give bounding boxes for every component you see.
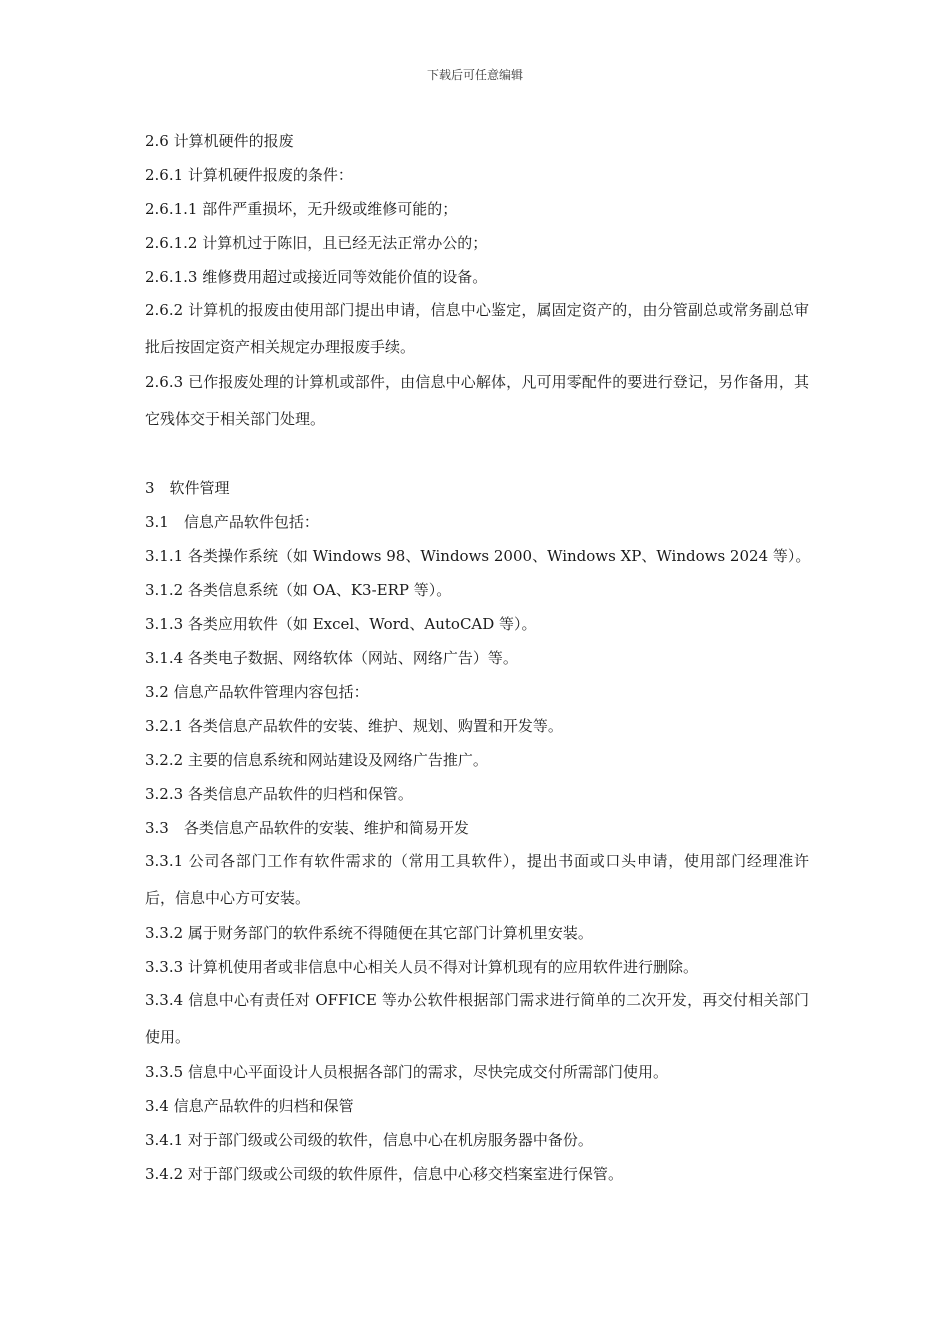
document-body — [145, 124, 809, 1191]
page-header: 下载后可任意编辑 — [426, 68, 523, 82]
paragraph: 2.6.1.2 计算机过于陈旧，且已经无法正常办公的； — [145, 234, 488, 252]
section-heading: 3 软件管理 — [145, 479, 230, 497]
paragraph: 3.4 信息产品软件的归档和保管 — [145, 1097, 354, 1115]
paragraph: 2.6.3 已作报废处理的计算机或部件，由信息中心解体，凡可用零配件的要进行登记，另作备用，其它残体交于相关部门处理。 — [145, 373, 809, 428]
paragraph: 3.1.3 各类应用软件（如 Excel、Word、AutoCAD 等）。 — [145, 615, 537, 633]
paragraph: 2.6.1.1 部件严重损坏，无升级或维修可能的； — [145, 200, 458, 218]
paragraph: 3.3.3 计算机使用者或非信息中心相关人员不得对计算机现有的应用软件进行删除。 — [145, 958, 698, 976]
paragraph: 2.6.1 计算机硬件报废的条件： — [145, 166, 353, 184]
paragraph: 3.1.2 各类信息系统（如 OA、K3-ERP 等）。 — [145, 581, 452, 599]
paragraph: 3.2.3 各类信息产品软件的归档和保管。 — [145, 785, 413, 803]
paragraph: 3.1 信息产品软件包括： — [145, 513, 319, 531]
paragraph: 3.4.2 对于部门级或公司级的软件原件，信息中心移交档案室进行保管。 — [145, 1165, 623, 1183]
paragraph: 3.3 各类信息产品软件的安装、维护和简易开发 — [145, 819, 469, 837]
paragraph: 3.1.1 各类操作系统（如 Windows 98、Windows 2000、Windows XP、Windows 2024 等）。 — [145, 547, 811, 565]
paragraph: 3.3.1 公司各部门工作有软件需求的（常用工具软件），提出书面或口头申请，使用部门经理准许后，信息中心方可安装。 — [145, 852, 809, 907]
spacer — [145, 437, 809, 471]
paragraph: 2.6.2 计算机的报废由使用部门提出申请，信息中心鉴定，属固定资产的，由分管副总或常务副总审批后按固定资产相关规定办理报废手续。 — [145, 301, 809, 356]
paragraph: 3.2.1 各类信息产品软件的安装、维护、规划、购置和开发等。 — [145, 717, 563, 735]
paragraph: 3.4.1 对于部门级或公司级的软件，信息中心在机房服务器中备份。 — [145, 1131, 593, 1149]
paragraph: 2.6.1.3 维修费用超过或接近同等效能价值的设备。 — [145, 268, 488, 286]
paragraph: 3.3.4 信息中心有责任对 OFFICE 等办公软件根据部门需求进行简单的二次开发，再交付相关部门使用。 — [145, 991, 809, 1046]
section-heading: 2.6 计算机硬件的报废 — [145, 132, 294, 150]
paragraph: 3.1.4 各类电子数据、网络软体（网站、网络广告）等。 — [145, 649, 518, 667]
paragraph: 3.3.5 信息中心平面设计人员根据各部门的需求，尽快完成交付所需部门使用。 — [145, 1063, 668, 1081]
paragraph: 3.2.2 主要的信息系统和网站建设及网络广告推广。 — [145, 751, 488, 769]
paragraph: 3.3.2 属于财务部门的软件系统不得随便在其它部门计算机里安装。 — [145, 924, 593, 942]
paragraph: 3.2 信息产品软件管理内容包括： — [145, 683, 369, 701]
